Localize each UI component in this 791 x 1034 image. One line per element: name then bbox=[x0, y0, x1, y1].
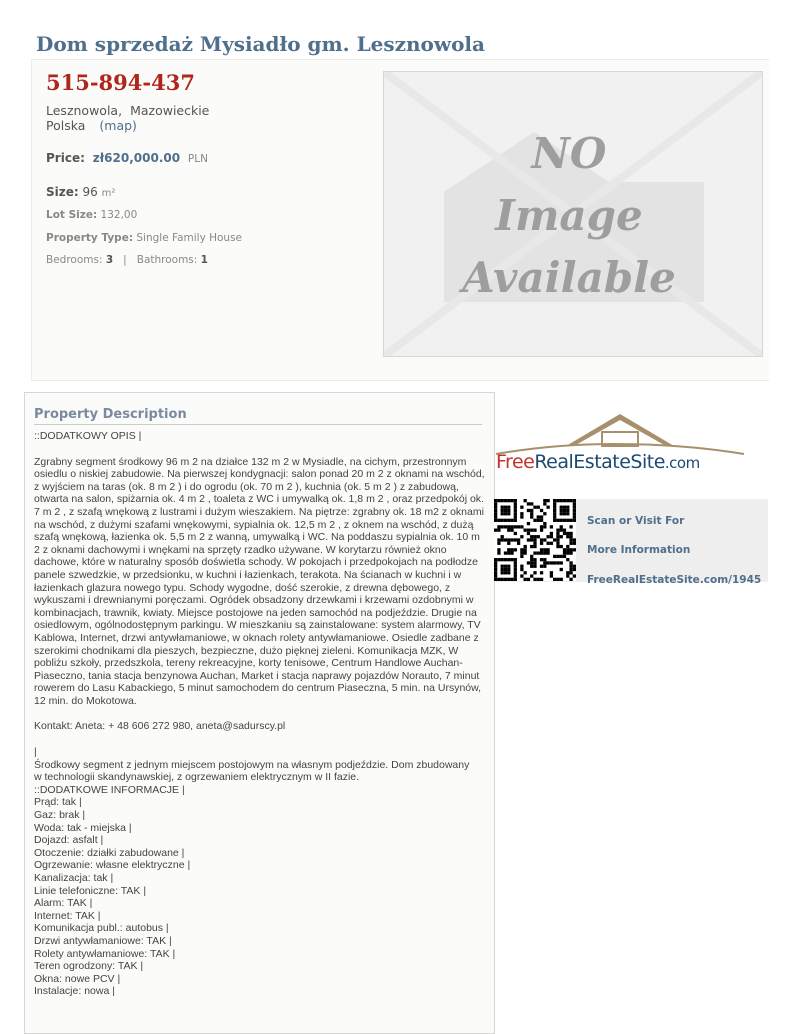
bathrooms-label: Bathrooms: bbox=[136, 254, 198, 266]
info-line: Okna: nowe PCV | bbox=[34, 972, 121, 985]
info-line: Gaz: brak | bbox=[34, 809, 86, 822]
property-type-value: Single Family House bbox=[136, 232, 243, 244]
description-heading: Property Description bbox=[34, 407, 482, 425]
size-row bbox=[46, 185, 115, 199]
rooms-divider: | bbox=[116, 254, 134, 266]
rooms-row bbox=[46, 254, 208, 266]
info-line: ::DODATKOWE INFORMACJE | bbox=[34, 783, 185, 796]
qr-code-icon[interactable] bbox=[494, 499, 576, 581]
bedrooms-label: Bedrooms: bbox=[46, 254, 103, 266]
city: Lesznowola, bbox=[46, 103, 123, 118]
address-line bbox=[46, 103, 209, 118]
lot-size-value: 132,00 bbox=[100, 209, 138, 221]
info-line: Prąd: tak | bbox=[34, 796, 82, 809]
no-image-word-3: Available bbox=[462, 253, 676, 302]
price-row bbox=[46, 151, 208, 165]
site-logo[interactable]: FreeRealEstateSite.com bbox=[496, 451, 700, 473]
lot-size-label: Lot Size: bbox=[46, 209, 98, 221]
info-line: Alarm: TAK | bbox=[34, 897, 93, 910]
contact-line: Kontakt: Aneta: + 48 606 272 980, aneta@sadurscy.pl bbox=[34, 720, 286, 733]
info-line: Kanalizacja: tak | bbox=[34, 872, 114, 884]
no-image-word-2: Image bbox=[495, 191, 643, 240]
size-label: Size: bbox=[46, 185, 79, 199]
info-line: w technologii skandynawskiej, z ogrzewaniem elektrycznym w II fazie. bbox=[34, 771, 360, 784]
info-line: Woda: tak - miejska | bbox=[34, 821, 132, 834]
description-body bbox=[34, 430, 486, 998]
additional-info-list bbox=[34, 746, 486, 998]
info-line: Drzwi antywłamaniowe: TAK | bbox=[34, 934, 172, 947]
country: Polska bbox=[46, 118, 86, 133]
info-line: | bbox=[34, 746, 37, 759]
opis-header: ::DODATKOWY OPIS | bbox=[34, 430, 142, 442]
info-line: Teren ogrodzony: TAK | bbox=[34, 960, 144, 973]
info-line: Dojazd: asfalt | bbox=[34, 834, 104, 847]
price-currency: PLN bbox=[187, 153, 208, 165]
more-info-label: More Information bbox=[587, 544, 691, 556]
region: Mazowieckie bbox=[130, 103, 210, 118]
map-link[interactable]: (map) bbox=[99, 118, 137, 133]
info-line: Otoczenie: działki zabudowane | bbox=[34, 846, 185, 859]
property-type-row bbox=[46, 232, 242, 244]
price-label: Price: bbox=[46, 151, 85, 165]
lot-size-row bbox=[46, 209, 137, 221]
no-image-placeholder bbox=[383, 71, 763, 357]
page-title: Dom sprzedaż Mysiadło gm. Lesznowola bbox=[36, 32, 485, 56]
size-value: 96 bbox=[82, 185, 98, 199]
no-image-word-1: NO bbox=[531, 129, 607, 178]
info-line: Linie telefoniczne: TAK | bbox=[34, 884, 147, 897]
country-line bbox=[46, 118, 137, 133]
info-line: Środkowy segment z jednym miejscem postojowym na własnym podjeździe. Dom zbudowany bbox=[34, 758, 470, 771]
property-type-label: Property Type: bbox=[46, 232, 134, 244]
info-line: Rolety antywłamaniowe: TAK | bbox=[34, 947, 176, 960]
listing-url-link[interactable]: FreeRealEstateSite.com/1945 bbox=[587, 574, 762, 586]
bedrooms-value: 3 bbox=[105, 254, 114, 266]
info-line: Internet: TAK | bbox=[34, 909, 101, 922]
scan-label: Scan or Visit For bbox=[587, 515, 685, 527]
size-unit: m² bbox=[101, 188, 116, 199]
phone-number: 515-894-437 bbox=[46, 70, 195, 95]
price-value: zł620,000.00 bbox=[92, 151, 181, 165]
house-logo-icon bbox=[494, 410, 754, 490]
bathrooms-value: 1 bbox=[200, 254, 208, 266]
info-line: Komunikacja publ.: autobus | bbox=[34, 922, 169, 935]
no-image-graphic bbox=[384, 72, 762, 356]
description-paragraph: Zgrabny segment środkowy 96 m 2 na działce 132 m 2 w Mysiadle, na cichym, przestronnym osiedlu o niskiej zabudowie. Na pierwszej kondygnacji: salon ponad 20 m 2 z oknami na wschód, z wyjściem na taras (ok. 8 m 2 ) i do ogrodu (ok. 70 m 2 ), kuchnia (ok. 5 m 2 ) z zabudową, otwarta na salon, spiżarnia ok. 4 m 2 , toaleta z WC i umywalką ok. 1,8 m 2 , oraz przedpokój ok. 7 m 2 , z szafą wnękową z lustrami i dużym wieszakiem. Na piętrze: zgrabny ok. 18 m2 z oknami na wschód, z dużymi szafami wnękowymi, sypialnia ok. 12,5 m 2 , z oknem na wschód, z dużą szafą wnękową, łazienka ok. 5,5 m 2 z wanną, umywalką i WC. Na poddaszu sypialnia ok. 10 m 2 z oknami dachowymi i wnękami na sprzęty rzadko używane. W korytarzu również okno dachowe, które w naturalny sposób doświetla schody. W pokojach i przedpokojach na podłodze panele szwedzkie, w przedsionku, w kuchni i łazienkach, terakota. Na ścianach w kuchni i w łazienkach glazura nowego typu. Schody wygodne, dość szerokie, z drewna dębowego, z wykuszami i drewnianymi poręczami. Ogródek obsadzony drzewkami i krzewami ozdobnymi w kombinacjach, trawnik, kwiaty. Miejsce postojowe na jeden samochód na podjeździe. Drugie na osiedlowym, ogólnodostępnym parkingu. W mieszkaniu są zainstalowane: system alarmowy, TV Kablowa, Internet, drzwi antywłamaniowe, w oknach rolety antywłamaniowe. Osiedle zadbane z szerokimi chodnikami dla pieszych, bezpieczne, dużo pięknej zieleni. Komunikacja MZK, W pobliżu szkoły, przedszkola, tereny rekreacyjne, korty tenisowe, Centrum Handlowe Auchan-Piaseczno, tania stacja benzynowa Auchan, Market i stacja naprawy pojazdów Norauto, 7 minut rowerem do Lasu Kabackiego, 5 minut samochodem do centrum Piaseczna, 5 min. na Ursynów, 12 min. do Mokotowa. bbox=[34, 455, 485, 707]
info-line: Ogrzewanie: własne elektryczne | bbox=[34, 859, 191, 872]
info-line: Instalacje: nowa | bbox=[34, 985, 115, 998]
